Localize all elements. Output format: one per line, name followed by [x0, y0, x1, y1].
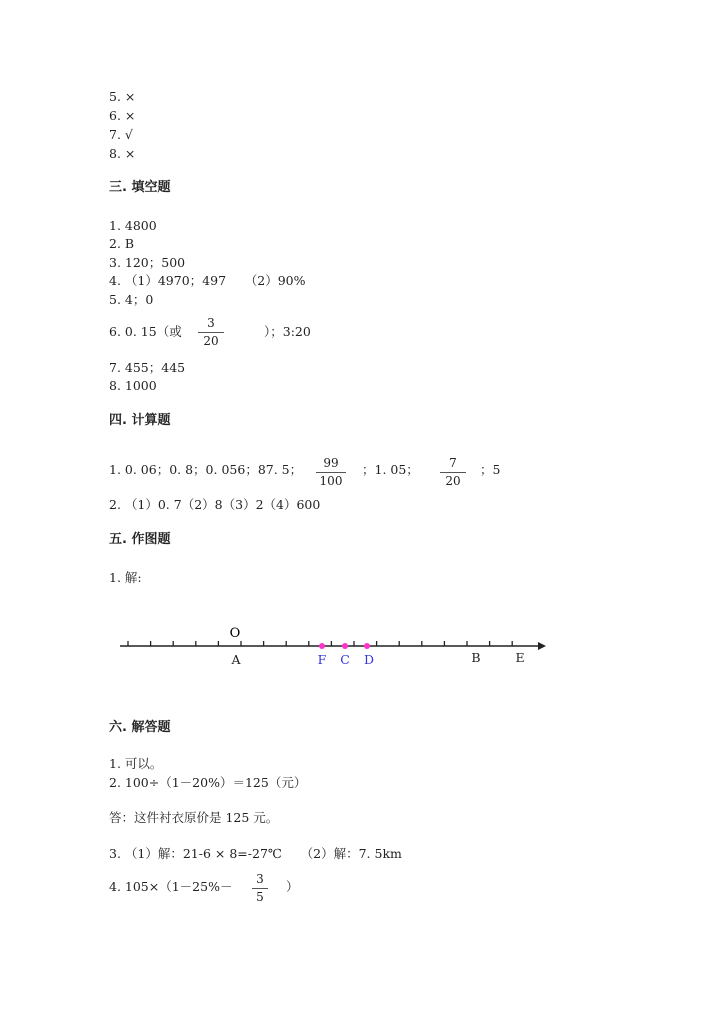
answer-5: 5. × [109, 89, 136, 104]
axis-arrow-icon [538, 642, 546, 650]
point-c-marker [342, 643, 348, 649]
problem-item-2: 2. 100÷（1－20%）＝125（元） [109, 775, 307, 790]
fraction-bar [440, 472, 466, 473]
fraction-denominator: 20 [445, 474, 461, 488]
drawing-item-1: 1. 解: [109, 570, 142, 585]
problem-item-3: 3. （1）解：21-6 × 8=-27℃ （2）解：7. 5km [109, 846, 402, 861]
problem-item-4-suffix: ） [286, 879, 299, 894]
fraction-bar [316, 472, 346, 473]
problem-item-4-prefix: 4. 105×（1－25%－ [109, 879, 233, 894]
problem-answer-2: 答：这件衬衣原价是 125 元。 [109, 810, 279, 825]
fill-item-6-prefix: 6. 0. 15（或 [109, 324, 182, 339]
point-label-e: E [515, 650, 525, 665]
point-label-c: C [340, 652, 350, 667]
calc-item-1-mid: ；1. 05； [362, 462, 419, 477]
fill-item-7: 7. 455；445 [109, 360, 186, 375]
fraction-numerator: 99 [323, 456, 339, 470]
point-label-b: B [471, 650, 481, 665]
fraction-denominator: 100 [319, 474, 343, 488]
answer-7: 7. √ [109, 127, 133, 142]
fraction-denominator: 5 [256, 890, 264, 904]
section-title-drawing: 五. 作图题 [109, 532, 171, 547]
fill-item-4: 4. （1）4970；497 （2）90% [109, 273, 306, 288]
origin-label: O [229, 626, 241, 641]
fill-item-6-suffix: ）；3:20 [264, 324, 311, 339]
answer-6: 6. × [109, 108, 136, 123]
section-title-calculation: 四. 计算题 [109, 413, 171, 428]
fill-item-5: 5. 4；0 [109, 292, 154, 307]
fraction-numerator: 3 [256, 872, 264, 886]
fraction-bar [198, 332, 224, 333]
point-f-marker [319, 643, 325, 649]
problem-item-1: 1. 可以。 [109, 756, 163, 771]
answer-8: 8. × [109, 146, 136, 161]
point-d-marker [364, 643, 370, 649]
point-label-f: F [317, 652, 327, 667]
point-label-d: D [363, 652, 375, 667]
fraction-numerator: 3 [207, 316, 215, 330]
fraction-3-20 [198, 316, 224, 349]
fraction-bar [252, 888, 268, 889]
fraction-denominator: 20 [203, 334, 219, 348]
fraction-7-20 [440, 456, 466, 489]
section-title-fill-blank: 三. 填空题 [109, 180, 171, 195]
section-title-word-problems: 六. 解答题 [109, 720, 171, 735]
fill-item-1: 1. 4800 [109, 218, 157, 233]
fill-item-2: 2. B [109, 236, 135, 251]
fraction-99-100 [316, 456, 346, 489]
calc-item-1-suffix: ；5 [480, 462, 501, 477]
calc-item-1-prefix: 1. 0. 06；0. 8；0. 056；87. 5； [109, 462, 303, 477]
fraction-3-5 [252, 872, 268, 905]
fill-item-3: 3. 120；500 [109, 255, 186, 270]
point-label-a: A [231, 652, 241, 667]
fraction-numerator: 7 [449, 456, 457, 470]
fill-item-8: 8. 1000 [109, 378, 157, 393]
number-line-figure [0, 620, 720, 680]
calc-item-2: 2. （1）0. 7（2）8（3）2（4）600 [109, 497, 321, 512]
